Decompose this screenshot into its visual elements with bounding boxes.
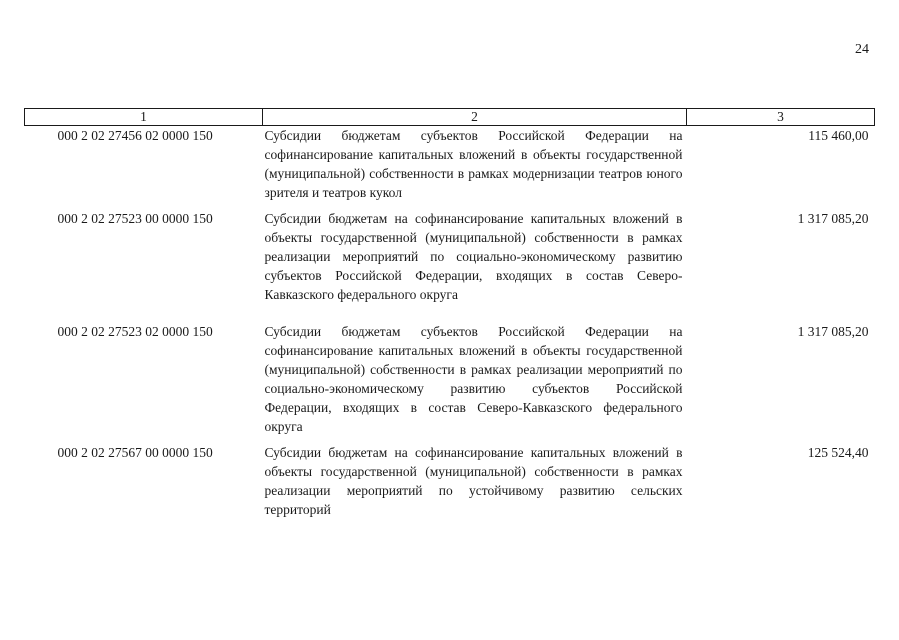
table-row [25, 322, 875, 443]
column-header-3: 3 [687, 109, 875, 126]
budget-code: 000 2 02 27456 02 0000 150 [57, 128, 213, 143]
budget-code: 000 2 02 27523 00 0000 150 [57, 211, 213, 226]
budget-code: 000 2 02 27523 02 0000 150 [57, 324, 213, 339]
table-row [25, 209, 875, 322]
column-header-2: 2 [263, 109, 687, 126]
amount-value: 1 317 085,20 [797, 211, 869, 226]
subsidy-description: Субсидии бюджетам на софинансирование капитальных вложений в объекты государственной (муниципальной) собственности в рамках реализации мероприятий по социально-экономическому развитию субъектов Российской Федерации, входящих в состав Северо-Кавказского федерального округа [264, 211, 683, 302]
amount-value: 115 460,00 [808, 128, 869, 143]
column-number-row [25, 109, 875, 126]
column-header-1: 1 [25, 109, 263, 126]
table-row [25, 443, 875, 523]
table-row [25, 126, 875, 210]
amount-value: 125 524,40 [807, 445, 869, 460]
subsidy-description: Субсидии бюджетам субъектов Российской Федерации на софинансирование капитальных вложений в объекты государственной (муниципальной) собственности в рамках реализации мероприятий по социально-экономическому развитию субъектов Российской Федерации, входящих в состав Северо-Кавказского федерального округа [264, 324, 683, 434]
budget-table [24, 108, 875, 523]
subsidy-description: Субсидии бюджетам субъектов Российской Федерации на софинансирование капитальных вложений в объекты государственной (муниципальной) собственности в рамках модернизации театров юного зрителя и театров кукол [264, 128, 683, 200]
budget-code: 000 2 02 27567 00 0000 150 [57, 445, 213, 460]
amount-value: 1 317 085,20 [797, 324, 869, 339]
subsidy-description: Субсидии бюджетам на софинансирование капитальных вложений в объекты государственной (муниципальной) собственности в рамках реализации мероприятий по устойчивому развитию сельских территорий [264, 445, 683, 517]
page-number: 24 [855, 42, 869, 57]
